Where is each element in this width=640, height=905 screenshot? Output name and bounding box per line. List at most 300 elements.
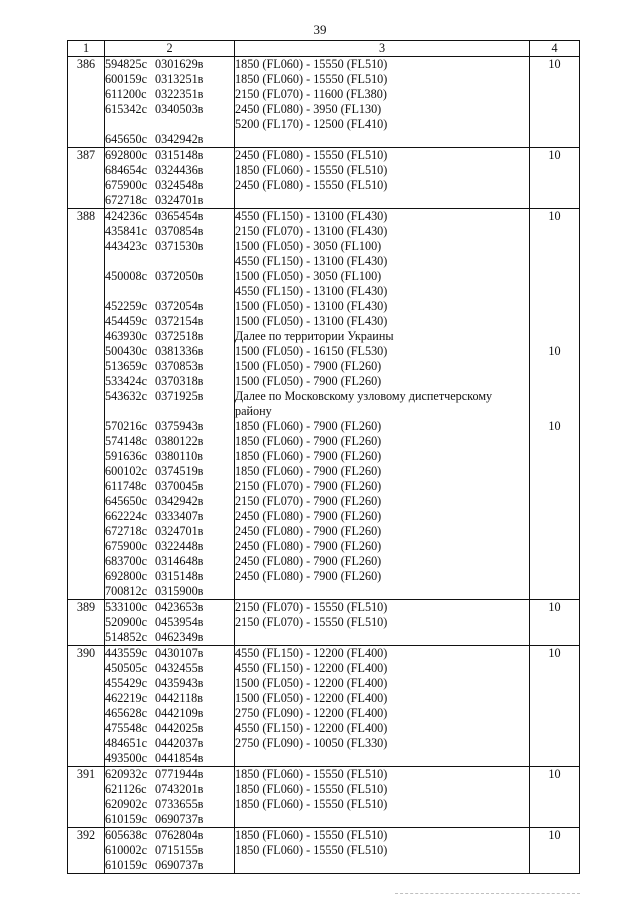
longitude: 0762804в	[155, 828, 204, 842]
latitude: 692800с	[105, 148, 147, 162]
coordinate-line	[105, 178, 234, 193]
level-range	[235, 584, 529, 599]
table-row	[68, 646, 580, 767]
longitude: 0375943в	[155, 419, 204, 433]
coordinate-line	[105, 57, 234, 72]
class-value	[530, 117, 579, 132]
level-range	[235, 630, 529, 645]
coordinate-line	[105, 102, 234, 117]
longitude: 0342942в	[155, 132, 204, 146]
coordinates-cell	[105, 828, 235, 874]
coordinates-cell	[105, 767, 235, 828]
longitude: 0370318в	[155, 374, 204, 388]
class-value	[530, 584, 579, 599]
latitude: 570216с	[105, 419, 147, 433]
coordinate-line	[105, 661, 234, 676]
level-range: 5200 (FL170) - 12500 (FL410)	[235, 117, 388, 131]
latitude: 600102с	[105, 464, 147, 478]
level-range: Далее по Московскому узловому диспетчерскому району	[235, 389, 493, 418]
coordinate-line	[105, 782, 234, 797]
class-value	[530, 524, 579, 539]
latitude: 605638с	[105, 828, 147, 842]
class-value	[530, 509, 579, 524]
level-range	[235, 132, 529, 147]
column-header-class: 4	[530, 41, 580, 57]
coordinate-line	[105, 494, 234, 509]
coordinate-line	[105, 269, 234, 284]
coordinate-line	[105, 449, 234, 464]
longitude: 0423653в	[155, 600, 204, 614]
coordinate-line	[105, 193, 234, 208]
longitude: 0372154в	[155, 314, 204, 328]
longitude: 0435943в	[155, 676, 204, 690]
class-value	[530, 464, 579, 479]
coordinate-line	[105, 284, 234, 299]
longitude: 0322351в	[155, 87, 204, 101]
latitude: 611748с	[105, 479, 147, 493]
class-cell	[530, 600, 580, 646]
coordinate-line	[105, 646, 234, 661]
level-range: 2450 (FL080) - 15550 (FL510)	[235, 178, 388, 192]
level-range: Далее по территории Украины	[235, 329, 394, 343]
table-row	[68, 767, 580, 828]
class-value	[530, 691, 579, 706]
class-value	[530, 615, 579, 630]
coordinate-line	[105, 299, 234, 314]
longitude: 0340503в	[155, 102, 204, 116]
class-value: 10	[548, 57, 561, 71]
class-cell	[530, 646, 580, 767]
class-cell	[530, 148, 580, 209]
table-row	[68, 209, 580, 600]
levels-cell	[235, 148, 530, 209]
latitude: 533100с	[105, 600, 147, 614]
level-range: 2450 (FL080) - 7900 (FL260)	[235, 509, 382, 523]
coordinate-line	[105, 132, 234, 147]
level-range: 1850 (FL060) - 15550 (FL510)	[235, 797, 388, 811]
class-value	[530, 299, 579, 314]
level-range: 1850 (FL060) - 7900 (FL260)	[235, 464, 382, 478]
longitude: 0370853в	[155, 359, 204, 373]
coordinate-line	[105, 615, 234, 630]
latitude: 520900с	[105, 615, 147, 629]
latitude: 465628с	[105, 706, 147, 720]
coordinate-line	[105, 314, 234, 329]
level-range: 1500 (FL050) - 7900 (FL260)	[235, 359, 382, 373]
coordinate-line	[105, 843, 234, 858]
class-value: 10	[548, 600, 561, 614]
level-range: 2150 (FL070) - 13100 (FL430)	[235, 224, 388, 238]
latitude: 443423с	[105, 239, 147, 253]
coordinate-line	[105, 148, 234, 163]
class-value	[530, 721, 579, 736]
coordinate-line	[105, 209, 234, 224]
class-value	[530, 858, 579, 873]
level-range: 4550 (FL150) - 12200 (FL400)	[235, 721, 388, 735]
coordinate-line	[105, 812, 234, 827]
row-number: 386	[68, 57, 105, 148]
latitude: 543632с	[105, 389, 147, 403]
class-value	[530, 193, 579, 208]
coordinate-line	[105, 254, 234, 269]
latitude: 683700с	[105, 554, 147, 568]
longitude: 0430107в	[155, 646, 204, 660]
level-range: 4550 (FL150) - 12200 (FL400)	[235, 646, 388, 660]
class-value	[530, 359, 579, 374]
row-number: 392	[68, 828, 105, 874]
latitude: 454459с	[105, 314, 147, 328]
level-range	[235, 858, 529, 873]
longitude: 0301629в	[155, 57, 204, 71]
longitude: 0314648в	[155, 554, 204, 568]
longitude: 0380110в	[155, 449, 203, 463]
longitude: 0715155в	[155, 843, 204, 857]
class-value	[530, 630, 579, 645]
latitude: 600159с	[105, 72, 147, 86]
class-cell	[530, 57, 580, 148]
table-body	[68, 57, 580, 874]
coordinate-line	[105, 509, 234, 524]
coordinate-line	[105, 329, 234, 344]
longitude: 0315148в	[155, 569, 204, 583]
longitude: 0324701в	[155, 193, 204, 207]
longitude: 0441854в	[155, 751, 204, 765]
row-number: 390	[68, 646, 105, 767]
table-row	[68, 600, 580, 646]
level-range: 1500 (FL050) - 12200 (FL400)	[235, 676, 388, 690]
latitude: 672718с	[105, 193, 147, 207]
class-value	[530, 254, 579, 269]
coordinate-line	[105, 389, 234, 419]
coordinate-line	[105, 691, 234, 706]
class-value	[530, 374, 579, 389]
class-value	[530, 87, 579, 102]
latitude: 700812с	[105, 584, 147, 598]
level-range: 1500 (FL050) - 7900 (FL260)	[235, 374, 382, 388]
latitude: 500430с	[105, 344, 147, 358]
level-range: 1500 (FL050) - 16150 (FL530)	[235, 344, 388, 358]
class-value	[530, 449, 579, 464]
level-range: 2150 (FL070) - 7900 (FL260)	[235, 479, 382, 493]
class-value	[530, 178, 579, 193]
latitude: 533424с	[105, 374, 147, 388]
level-range: 1850 (FL060) - 15550 (FL510)	[235, 767, 388, 781]
level-range: 1850 (FL060) - 15550 (FL510)	[235, 828, 388, 842]
longitude: 0372050в	[155, 269, 204, 283]
class-value	[530, 706, 579, 721]
longitude: 0442118в	[155, 691, 203, 705]
levels-cell	[235, 209, 530, 600]
level-range: 2450 (FL080) - 7900 (FL260)	[235, 554, 382, 568]
longitude: 0324436в	[155, 163, 204, 177]
coordinate-line	[105, 858, 234, 873]
level-range: 2150 (FL070) - 15550 (FL510)	[235, 600, 388, 614]
longitude: 0442037в	[155, 736, 204, 750]
level-range: 2450 (FL080) - 7900 (FL260)	[235, 524, 382, 538]
coordinate-line	[105, 163, 234, 178]
level-range: 2150 (FL070) - 11600 (FL380)	[235, 87, 387, 101]
level-range: 4550 (FL150) - 13100 (FL430)	[235, 209, 388, 223]
class-value	[530, 389, 579, 419]
latitude: 574148с	[105, 434, 147, 448]
coordinate-line	[105, 797, 234, 812]
class-value: 10	[548, 646, 561, 660]
latitude: 484651с	[105, 736, 147, 750]
longitude: 0442025в	[155, 721, 204, 735]
coordinates-cell	[105, 646, 235, 767]
level-range: 1850 (FL060) - 15550 (FL510)	[235, 72, 388, 86]
level-range: 4550 (FL150) - 13100 (FL430)	[235, 254, 388, 268]
latitude: 610159с	[105, 812, 147, 826]
level-range: 1850 (FL060) - 15550 (FL510)	[235, 782, 388, 796]
class-value	[530, 736, 579, 751]
class-value	[530, 132, 579, 147]
longitude: 0315148в	[155, 148, 204, 162]
column-header-levels: 3	[235, 41, 530, 57]
row-number: 391	[68, 767, 105, 828]
level-range	[235, 193, 529, 208]
longitude: 0322448в	[155, 539, 204, 553]
longitude: 0381336в	[155, 344, 204, 358]
latitude: 591636с	[105, 449, 147, 463]
latitude: 645650с	[105, 132, 147, 146]
longitude: 0372518в	[155, 329, 204, 343]
class-value	[530, 314, 579, 329]
coordinate-line	[105, 224, 234, 239]
latitude: 455429с	[105, 676, 147, 690]
longitude: 0743201в	[155, 782, 204, 796]
latitude: 645650с	[105, 494, 147, 508]
level-range: 1500 (FL050) - 12200 (FL400)	[235, 691, 388, 705]
class-value	[530, 479, 579, 494]
class-value	[530, 102, 579, 117]
airway-table	[67, 40, 580, 874]
latitude: 692800с	[105, 569, 147, 583]
longitude: 0690737в	[155, 858, 204, 872]
class-value	[530, 494, 579, 509]
coordinates-cell	[105, 600, 235, 646]
table-header-row	[68, 41, 580, 57]
column-header-number: 1	[68, 41, 105, 57]
coordinate-line	[105, 569, 234, 584]
class-value: 10	[548, 767, 561, 781]
level-range: 1500 (FL050) - 3050 (FL100)	[235, 269, 382, 283]
class-value	[530, 329, 579, 344]
coordinate-line	[105, 676, 234, 691]
level-range	[235, 812, 529, 827]
latitude: 620932с	[105, 767, 147, 781]
class-value: 10	[548, 344, 561, 358]
coordinate-line	[105, 524, 234, 539]
coordinate-line	[105, 736, 234, 751]
levels-cell	[235, 767, 530, 828]
class-cell	[530, 209, 580, 600]
latitude: 615342с	[105, 102, 147, 116]
level-range: 2150 (FL070) - 15550 (FL510)	[235, 615, 388, 629]
coordinate-line	[105, 554, 234, 569]
level-range: 1850 (FL060) - 15550 (FL510)	[235, 843, 388, 857]
latitude: 462219с	[105, 691, 147, 705]
longitude: 0333407в	[155, 509, 204, 523]
level-range: 2450 (FL080) - 7900 (FL260)	[235, 539, 382, 553]
latitude: 514852с	[105, 630, 147, 644]
class-value: 10	[548, 419, 561, 433]
latitude: 435841с	[105, 224, 147, 238]
coordinate-line	[105, 539, 234, 554]
class-value	[530, 269, 579, 284]
row-number: 389	[68, 600, 105, 646]
coordinate-line	[105, 419, 234, 434]
latitude: 672718с	[105, 524, 147, 538]
class-value	[530, 239, 579, 254]
coordinate-line	[105, 374, 234, 389]
latitude: 621126с	[105, 782, 147, 796]
latitude: 620902с	[105, 797, 147, 811]
level-range: 1500 (FL050) - 3050 (FL100)	[235, 239, 382, 253]
class-value	[530, 676, 579, 691]
class-value	[530, 434, 579, 449]
latitude: 493500с	[105, 751, 147, 765]
coordinates-cell	[105, 57, 235, 148]
class-value	[530, 751, 579, 766]
class-cell	[530, 828, 580, 874]
latitude: 443559с	[105, 646, 147, 660]
coordinate-line	[105, 117, 234, 132]
longitude: 0315900в	[155, 584, 204, 598]
coordinate-line	[105, 344, 234, 359]
coordinate-line	[105, 464, 234, 479]
row-number: 387	[68, 148, 105, 209]
table-row	[68, 828, 580, 874]
latitude: 662224с	[105, 509, 147, 523]
level-range: 2750 (FL090) - 10050 (FL330)	[235, 736, 388, 750]
level-range: 1500 (FL050) - 13100 (FL430)	[235, 299, 388, 313]
coordinate-line	[105, 479, 234, 494]
longitude: 0372054в	[155, 299, 204, 313]
level-range: 4550 (FL150) - 13100 (FL430)	[235, 284, 388, 298]
longitude: 0324548в	[155, 178, 204, 192]
class-value	[530, 163, 579, 178]
coordinate-line	[105, 434, 234, 449]
class-value	[530, 782, 579, 797]
table-row	[68, 57, 580, 148]
longitude: 0374519в	[155, 464, 204, 478]
latitude: 611200с	[105, 87, 147, 101]
class-value	[530, 72, 579, 87]
level-range: 2450 (FL080) - 15550 (FL510)	[235, 148, 388, 162]
longitude: 0432455в	[155, 661, 204, 675]
coordinate-line	[105, 751, 234, 766]
footer-rule	[395, 893, 580, 894]
table-row	[68, 148, 580, 209]
longitude: 0365454в	[155, 209, 204, 223]
page-number: 39	[313, 22, 327, 37]
level-range: 1850 (FL060) - 7900 (FL260)	[235, 449, 382, 463]
coordinate-line	[105, 828, 234, 843]
level-range: 4550 (FL150) - 12200 (FL400)	[235, 661, 388, 675]
class-cell	[530, 767, 580, 828]
latitude: 450008с	[105, 269, 147, 283]
levels-cell	[235, 600, 530, 646]
class-value	[530, 554, 579, 569]
levels-cell	[235, 57, 530, 148]
levels-cell	[235, 646, 530, 767]
coordinate-line	[105, 767, 234, 782]
level-range: 1500 (FL050) - 13100 (FL430)	[235, 314, 388, 328]
class-value	[530, 797, 579, 812]
latitude: 513659с	[105, 359, 147, 373]
class-value	[530, 284, 579, 299]
level-range: 2150 (FL070) - 7900 (FL260)	[235, 494, 382, 508]
coordinate-line	[105, 239, 234, 254]
latitude: 452259с	[105, 299, 147, 313]
longitude: 0462349в	[155, 630, 204, 644]
levels-cell	[235, 828, 530, 874]
class-value	[530, 539, 579, 554]
longitude: 0733655в	[155, 797, 204, 811]
level-range: 1850 (FL060) - 7900 (FL260)	[235, 434, 382, 448]
latitude: 475548с	[105, 721, 147, 735]
level-range: 1850 (FL060) - 15550 (FL510)	[235, 57, 388, 71]
longitude: 0371925в	[155, 389, 204, 403]
coordinate-line	[105, 72, 234, 87]
longitude: 0342942в	[155, 494, 204, 508]
coordinate-line	[105, 706, 234, 721]
coordinate-line	[105, 721, 234, 736]
longitude: 0771944в	[155, 767, 204, 781]
longitude: 0370854в	[155, 224, 204, 238]
class-value	[530, 569, 579, 584]
level-range: 1850 (FL060) - 15550 (FL510)	[235, 163, 388, 177]
longitude: 0324701в	[155, 524, 204, 538]
class-value: 10	[548, 148, 561, 162]
coordinates-cell	[105, 209, 235, 600]
longitude: 0313251в	[155, 72, 204, 86]
class-value	[530, 812, 579, 827]
class-value	[530, 843, 579, 858]
coordinates-cell	[105, 148, 235, 209]
latitude: 450505с	[105, 661, 147, 675]
latitude: 424236с	[105, 209, 147, 223]
row-number: 388	[68, 209, 105, 600]
latitude: 675900с	[105, 539, 147, 553]
longitude: 0370045в	[155, 479, 204, 493]
longitude: 0371530в	[155, 239, 204, 253]
longitude: 0690737в	[155, 812, 204, 826]
class-value	[530, 224, 579, 239]
class-value: 10	[548, 828, 561, 842]
coordinate-line	[105, 87, 234, 102]
latitude: 610002с	[105, 843, 147, 857]
longitude: 0442109в	[155, 706, 204, 720]
latitude: 463930с	[105, 329, 147, 343]
latitude: 610159с	[105, 858, 147, 872]
coordinate-line	[105, 600, 234, 615]
coordinate-line	[105, 584, 234, 599]
latitude: 675900с	[105, 178, 147, 192]
class-value	[530, 661, 579, 676]
column-header-points: 2	[105, 41, 235, 57]
coordinate-line	[105, 359, 234, 374]
class-value: 10	[548, 209, 561, 223]
level-range: 1850 (FL060) - 7900 (FL260)	[235, 419, 382, 433]
level-range	[235, 751, 529, 766]
latitude: 684654с	[105, 163, 147, 177]
coordinate-line	[105, 630, 234, 645]
level-range: 2450 (FL080) - 3950 (FL130)	[235, 102, 382, 116]
level-range: 2750 (FL090) - 12200 (FL400)	[235, 706, 388, 720]
level-range: 2450 (FL080) - 7900 (FL260)	[235, 569, 382, 583]
